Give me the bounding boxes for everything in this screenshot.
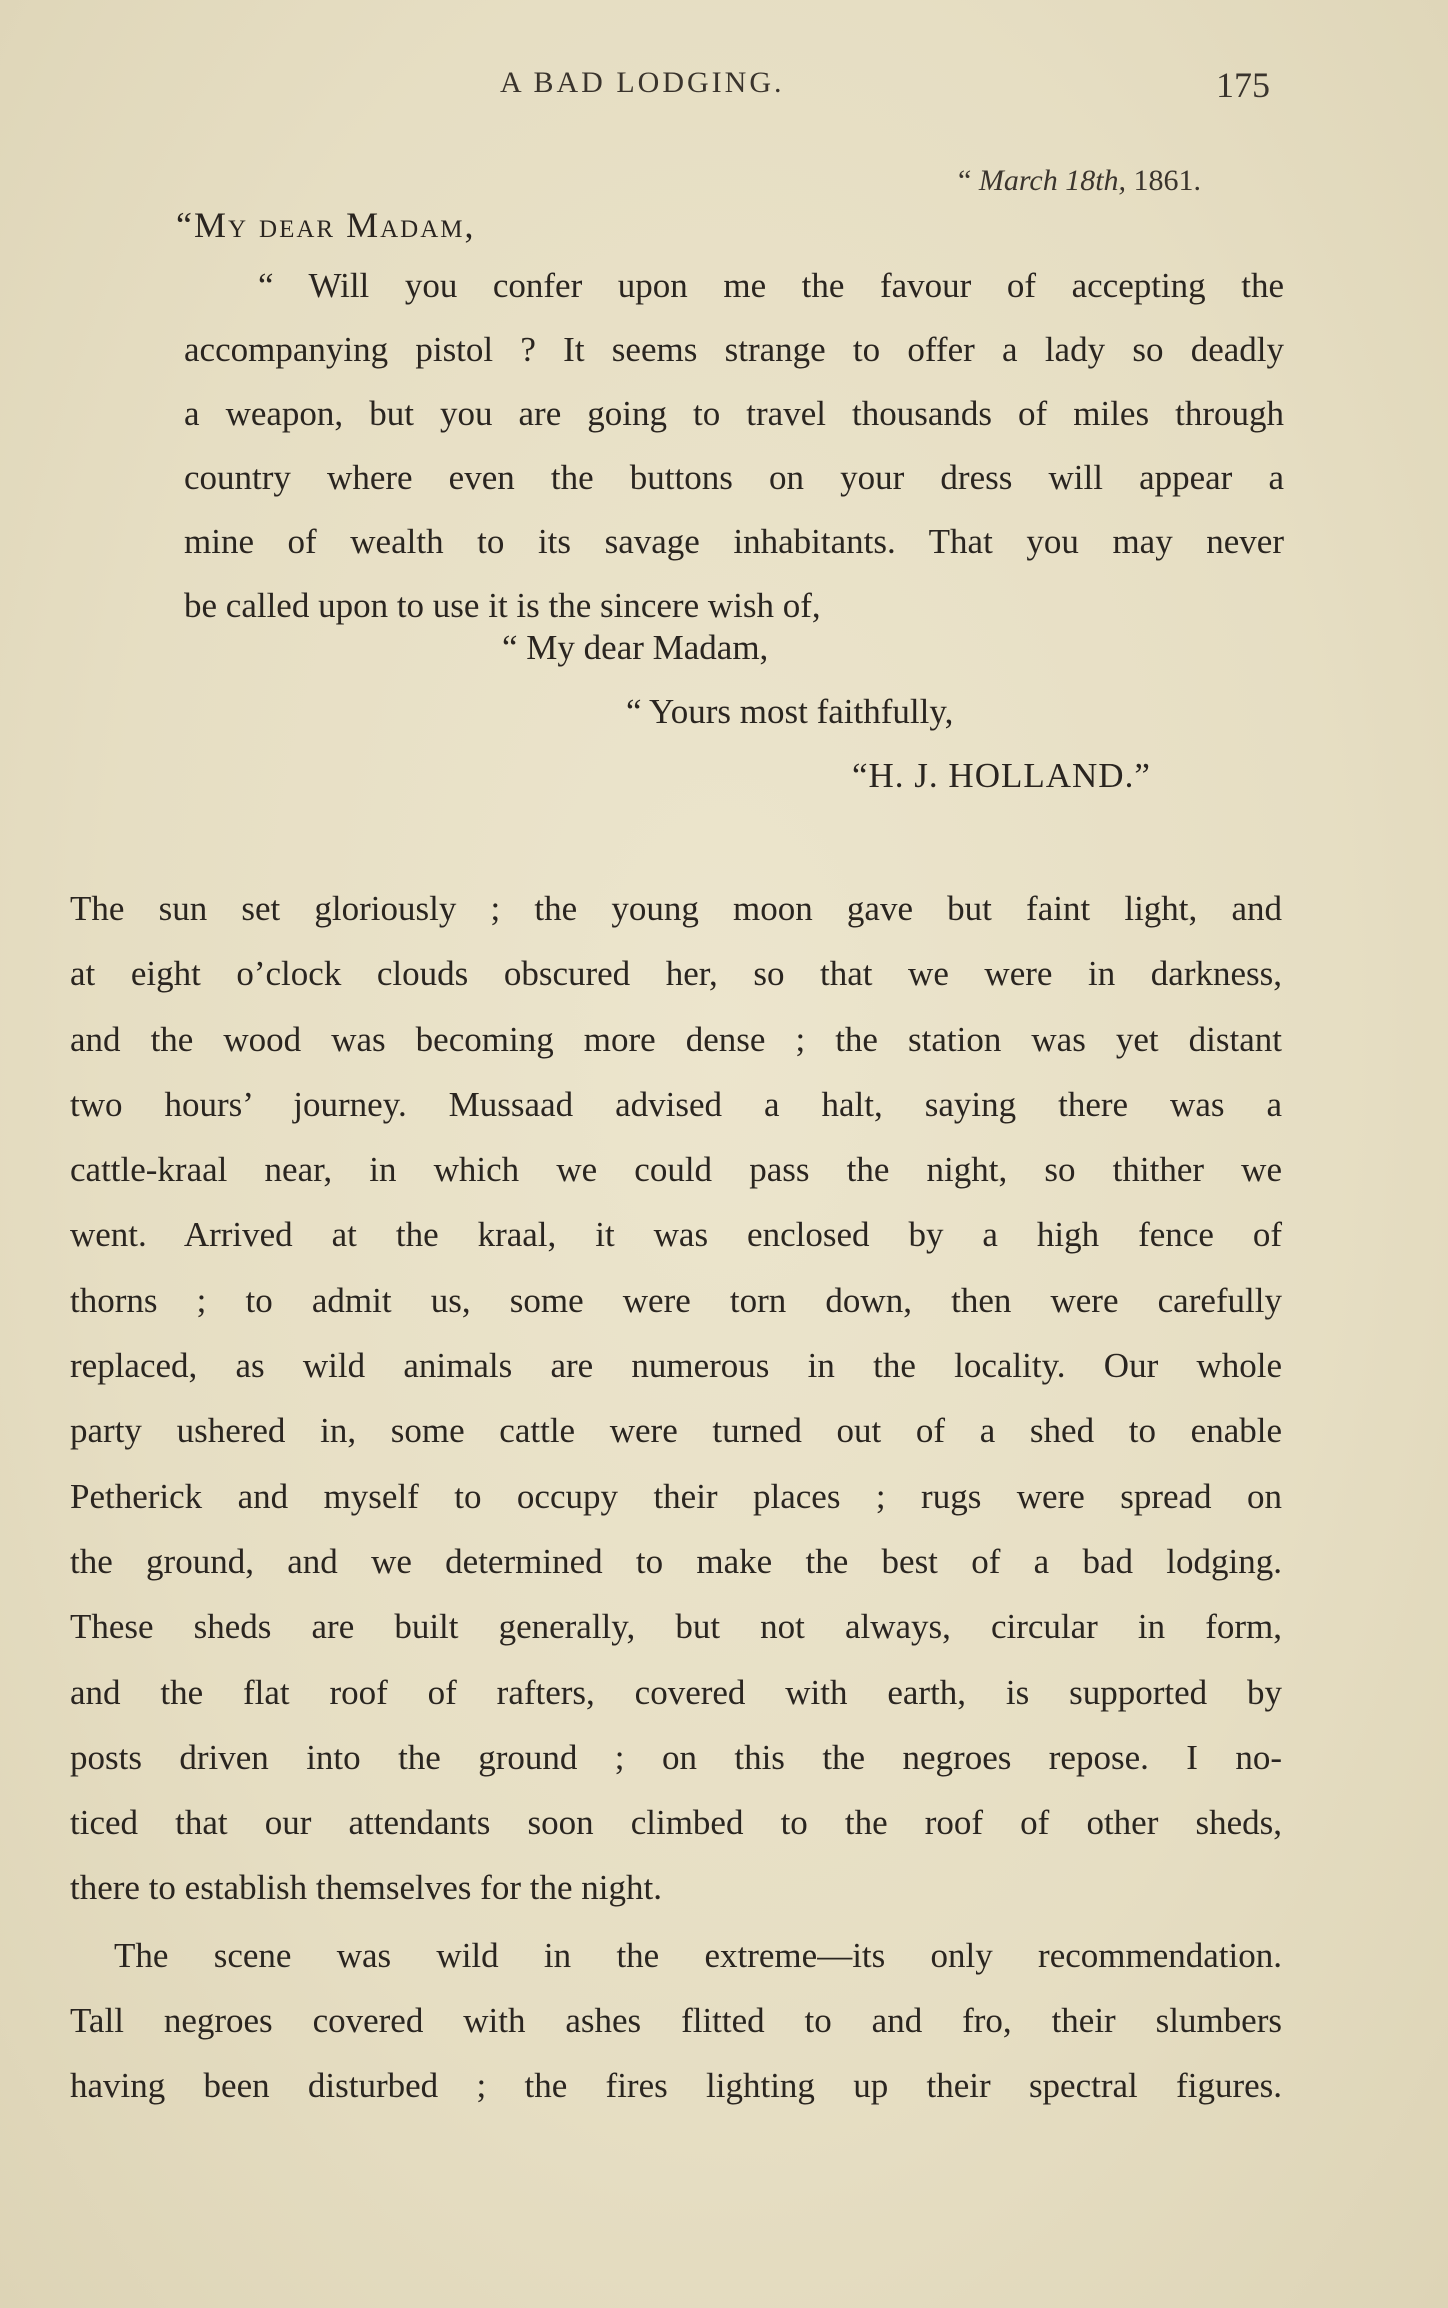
paragraph-2 bbox=[70, 1923, 1282, 2119]
paragraph-1 bbox=[70, 876, 1282, 1921]
text-line: party ushered in, some cattle were turned out of a shed to enable bbox=[70, 1411, 1282, 1451]
letter-body bbox=[184, 254, 1284, 638]
letter-date bbox=[958, 164, 1201, 198]
running-title: A BAD LODGING. bbox=[500, 66, 785, 99]
text-line: two hours’ journey. Mussaad advised a halt, saying there was a bbox=[70, 1084, 1282, 1124]
text-line: and the wood was becoming more dense ; the station was yet distant bbox=[70, 1019, 1282, 1059]
text-line: The scene was wild in the extreme—its only recommendation. bbox=[114, 1935, 1282, 1975]
text-line: there to establish themselves for the night. bbox=[70, 1868, 662, 1908]
text-line: went. Arrived at the kraal, it was enclosed by a high fence of bbox=[70, 1215, 1282, 1255]
letter-date-quote: “ bbox=[958, 164, 972, 197]
text-line: and the flat roof of rafters, covered with earth, is supported by bbox=[70, 1672, 1282, 1712]
letter-closing-salutation: “ My dear Madam, bbox=[502, 628, 769, 667]
letter-line: country where even the buttons on your dress will appear a bbox=[184, 458, 1284, 497]
text-line: at eight o’clock clouds obscured her, so that we were in darkness, bbox=[70, 954, 1282, 994]
letter-date-year: 1861. bbox=[1133, 164, 1202, 197]
letter-date-day: March 18th, bbox=[978, 164, 1127, 197]
letter-line: accompanying pistol ? It seems strange to offer a lady so deadly bbox=[184, 330, 1284, 369]
text-line: Petherick and myself to occupy their places ; rugs were spread on bbox=[70, 1476, 1282, 1516]
text-line: having been disturbed ; the fires lighting up their spectral figures. bbox=[70, 2066, 1282, 2106]
page-number: 175 bbox=[1216, 65, 1270, 105]
letter-signature: “H. J. HOLLAND.” bbox=[852, 756, 1151, 795]
letter-line: “ Will you confer upon me the favour of accepting the bbox=[258, 266, 1284, 305]
text-line: The sun set gloriously ; the young moon gave but faint light, and bbox=[70, 889, 1282, 928]
letter-line: a weapon, but you are going to travel thousands of miles through bbox=[184, 394, 1284, 433]
text-line: Tall negroes covered with ashes flitted to and fro, their slumbers bbox=[70, 2001, 1282, 2041]
text-line: thorns ; to admit us, some were torn down, then were carefully bbox=[70, 1280, 1282, 1320]
letter-closing-valediction: “ Yours most faithfully, bbox=[626, 692, 954, 731]
text-line: posts driven into the ground ; on this the negroes repose. I no- bbox=[70, 1737, 1282, 1777]
letter-line: be called upon to use it is the sincere wish of, bbox=[184, 586, 821, 625]
text-line: ticed that our attendants soon climbed to the roof of other sheds, bbox=[70, 1803, 1282, 1843]
letter-line: mine of wealth to its savage inhabitants. That you may never bbox=[184, 522, 1284, 561]
letter-salutation: “My dear Madam, bbox=[176, 205, 476, 245]
text-line: cattle-kraal near, in which we could pass the night, so thither we bbox=[70, 1150, 1282, 1190]
text-line: replaced, as wild animals are numerous in the locality. Our whole bbox=[70, 1346, 1282, 1386]
text-line: These sheds are built generally, but not always, circular in form, bbox=[70, 1607, 1282, 1647]
body-text bbox=[70, 876, 1282, 2119]
text-line: the ground, and we determined to make the best of a bad lodging. bbox=[70, 1541, 1282, 1581]
